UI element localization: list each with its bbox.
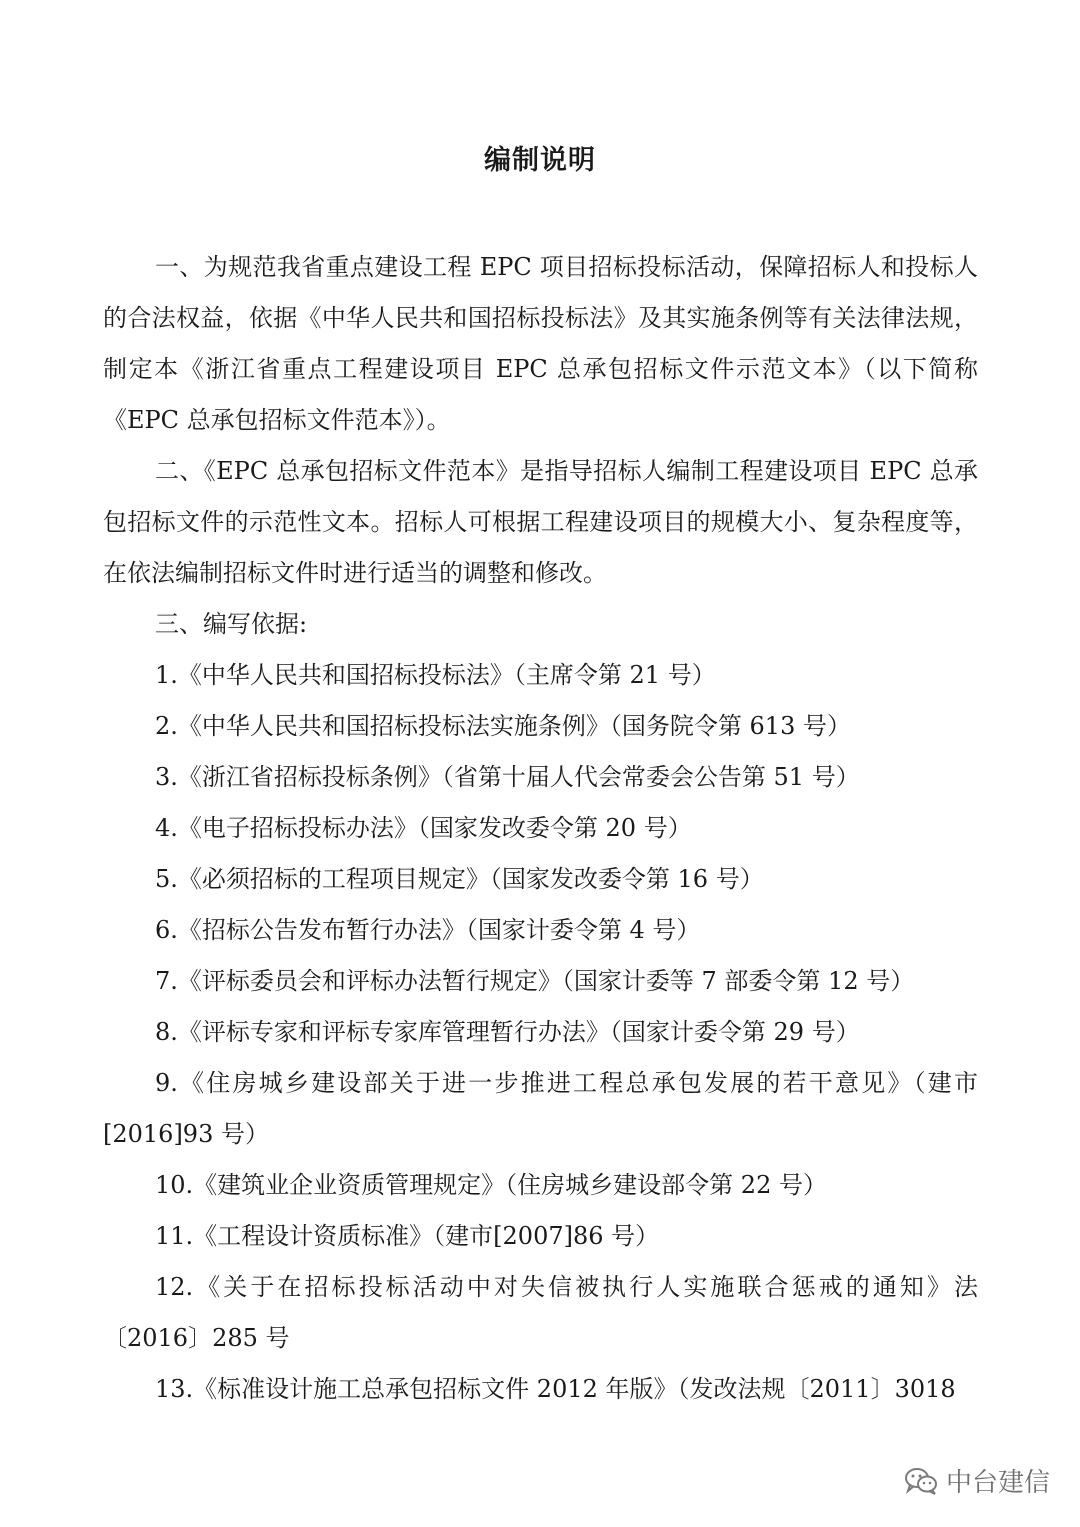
paragraph-purpose: 一、为规范我省重点建设工程 EPC 项目招标投标活动，保障招标人和投标人的合法权益，依据《中华人民共和国招标投标法》及其实施条例等有关法律法规，制定本《浙江省重点工程建设项目 EPC 总承包招标文件示范文本》（以下简称《EPC 总承包招标文件范本》）。 [103,253,978,434]
paragraph-nature: 二、《EPC 总承包招标文件范本》是指导招标人编制工程建设项目 EPC 总承包招标文件的示范性文本。招标人可根据工程建设项目的规模大小、复杂程度等，在依法编制招标文件时进行适当的调整和修改。 [103,457,978,587]
reference-item: 4.《电子招标投标办法》（国家发改委令第 20 号） [155,814,692,842]
reference-item: 9.《住房城乡建设部关于进一步推进工程总承包发展的若干意见》（建市[2016]93 号） [103,1069,978,1148]
watermark [904,1462,1050,1499]
reference-item: 11.《工程设计资质标准》（建市[2007]86 号） [155,1222,660,1250]
reference-item: 6.《招标公告发布暂行办法》（国家计委令第 4 号） [155,916,701,944]
reference-item: 5.《必须招标的工程项目规定》（国家发改委令第 16 号） [155,865,764,893]
reference-item: 2.《中华人民共和国招标投标法实施条例》（国务院令第 613 号） [155,712,851,740]
reference-item: 3.《浙江省招标投标条例》（省第十届人代会常委会公告第 51 号） [155,763,860,791]
reference-item: 12.《关于在招标投标活动中对失信被执行人实施联合惩戒的通知》法〔2016〕285 号 [103,1273,978,1352]
reference-item: 10.《建筑业企业资质管理规定》（住房城乡建设部令第 22 号） [155,1171,827,1199]
document-body [103,242,978,1415]
watermark-text: 中台建信 [945,1468,1050,1498]
wechat-icon [904,1467,938,1495]
reference-item: 7.《评标委员会和评标办法暂行规定》（国家计委等 7 部委令第 12 号） [155,967,915,995]
paragraph-basis-heading: 三、编写依据: [155,610,308,638]
reference-item: 8.《评标专家和评标专家库管理暂行办法》（国家计委令第 29 号） [155,1018,860,1046]
reference-item: 1.《中华人民共和国招标投标法》（主席令第 21 号） [155,661,716,689]
reference-item: 13.《标准设计施工总承包招标文件 2012 年版》（发改法规〔2011〕3018 [155,1375,956,1403]
document-title: 编制说明 [484,145,596,176]
